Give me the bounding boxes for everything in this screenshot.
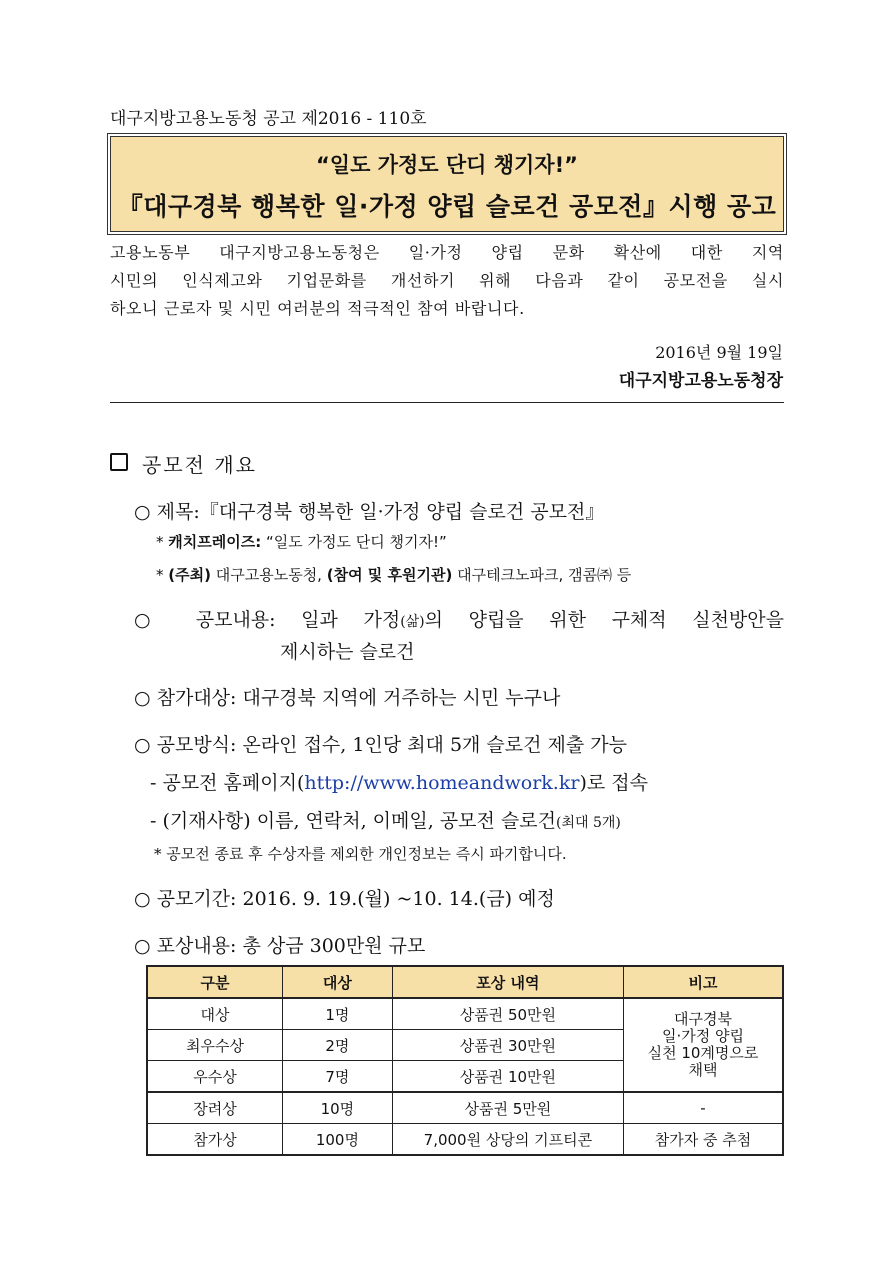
issuer: 대구지방고용노동청장 [618, 371, 783, 391]
sponsor-label: (참여 및 후원기관) [326, 566, 453, 584]
intro-line: 시민의 인식제고와 기업문화를 개선하기 위해 다음과 같이 공모전을 실시 [110, 271, 784, 290]
sponsor-value: 대구테크노파크, 갬콤㈜ 등 [452, 566, 632, 584]
notice-number: 대구지방고용노동청 공고 제2016 - 110호 [110, 109, 427, 129]
prize-table [146, 965, 784, 1156]
table-cell: 7,000원 상당의 기프티콘 [392, 1124, 623, 1156]
host-label: (주최) [168, 566, 211, 584]
section-heading: 공모전 개요 [142, 453, 257, 477]
host-value: 대구고용노동청, [210, 566, 327, 584]
notice-date: 2016년 9월 19일 [655, 343, 783, 362]
table-cell: 7명 [283, 1061, 393, 1093]
fields-item [150, 806, 621, 833]
remarks-line: 채택 [688, 1061, 718, 1079]
homepage-link[interactable]: http://www.homeandwork.kr [304, 772, 580, 794]
table-cell: 대상 [147, 998, 283, 1030]
table-cell: 상품권 30만원 [392, 1030, 623, 1061]
table-cell: - [624, 1092, 784, 1124]
header-prize-details: 포상 내역 [392, 966, 623, 998]
catchphrase-label: 캐치프레이즈: [168, 533, 262, 551]
header-category: 구분 [147, 966, 283, 998]
table-row [147, 1092, 783, 1124]
checkbox-icon [110, 453, 128, 471]
star-icon: * [156, 533, 169, 551]
target-item: ○ 참가대상: 대구경북 지역에 거주하는 시민 누구나 [134, 687, 561, 709]
header-remarks: 비고 [624, 966, 784, 998]
fields-small: (최대 5개) [555, 815, 621, 831]
table-cell: 상품권 5만원 [392, 1092, 623, 1124]
table-cell: 2명 [283, 1030, 393, 1061]
catchphrase-item [156, 531, 447, 552]
table-header-row [147, 966, 783, 998]
content-line2: 제시하는 슬로건 [280, 641, 415, 663]
table-cell: 최우수상 [147, 1030, 283, 1061]
table-cell: 장려상 [147, 1092, 283, 1124]
content-small: (삶) [400, 614, 425, 630]
content-suffix: 의 양립을 위한 구체적 실천방안을 [424, 609, 784, 631]
intro-line: 하오니 근로자 및 시민 여러분의 적극적인 참여 바랍니다. [110, 299, 525, 318]
header-recipients: 대상 [283, 966, 393, 998]
table-cell: 참가자 중 추첨 [624, 1124, 784, 1156]
prize-item: ○ 포상내용: 총 상금 300만원 규모 [134, 935, 426, 957]
merged-remarks-cell [624, 998, 784, 1092]
divider [110, 402, 784, 403]
table-cell: 1명 [283, 998, 393, 1030]
content-item [134, 605, 784, 632]
content-prefix: ○ 공모내용: 일과 가정 [134, 609, 401, 631]
remarks-line: 일·가정 양립 [662, 1027, 744, 1045]
method-item: ○ 공모방식: 온라인 접수, 1인당 최대 5개 슬로건 제출 가능 [134, 734, 627, 756]
remarks-line: 대구경북 [674, 1010, 732, 1028]
remarks-line: 실천 10계명으로 [647, 1044, 759, 1062]
table-cell: 상품권 10만원 [392, 1061, 623, 1093]
homepage-prefix: - 공모전 홈페이지( [150, 772, 305, 794]
table-row [147, 998, 783, 1030]
homepage-item [150, 768, 648, 795]
host-item [156, 564, 631, 585]
intro-line: 고용노동부 대구지방고용노동청은 일·가정 양립 문화 확산에 대한 지역 [110, 243, 784, 262]
main-title: 『대구경북 행복한 일·가정 양립 슬로건 공모전』시행 공고 [117, 192, 777, 221]
catchphrase: “일도 가정도 단디 챙기자!” [316, 153, 578, 177]
table-row [147, 1124, 783, 1156]
star-icon: * [156, 566, 169, 584]
table-cell: 상품권 50만원 [392, 998, 623, 1030]
title-box [110, 136, 784, 232]
privacy-note: * 공모전 종료 후 수상자를 제외한 개인정보는 즉시 파기합니다. [154, 845, 567, 863]
table-cell: 100명 [283, 1124, 393, 1156]
fields-prefix: - (기재사항) 이름, 연락처, 이메일, 공모전 슬로건 [150, 810, 556, 832]
period-item: ○ 공모기간: 2016. 9. 19.(월) ~10. 14.(금) 예정 [134, 888, 555, 910]
catchphrase-value: “일도 가정도 단디 챙기자!” [261, 533, 447, 551]
table-cell: 10명 [283, 1092, 393, 1124]
table-cell: 우수상 [147, 1061, 283, 1093]
title-item: ○ 제목:『대구경북 행복한 일·가정 양립 슬로건 공모전』 [134, 501, 605, 523]
table-cell: 참가상 [147, 1124, 283, 1156]
homepage-suffix: )로 접속 [579, 772, 648, 794]
